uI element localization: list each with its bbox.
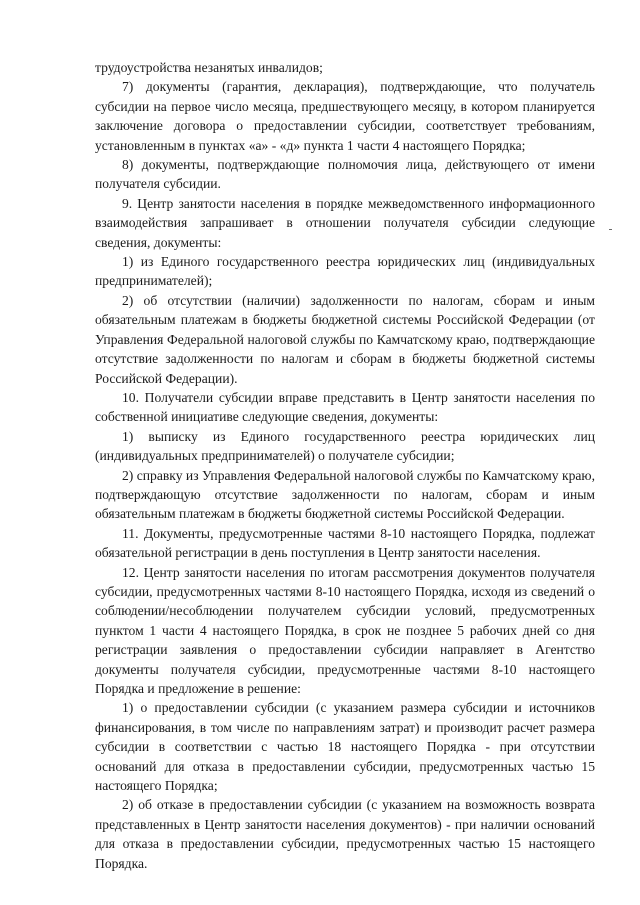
scan-speck [609, 229, 612, 230]
paragraph-7: 10. Получатели субсидии вправе представить в Центр занятости населения по собственной инициативе следующие сведения, документы: [95, 389, 595, 425]
paragraph-6: 2) об отсутствии (наличии) задолженности по налогам, сборам и иным обязательным платежам в бюджеты бюджетной системы Российской Федерации (от Управления Федеральной налоговой службы по Камчатскому краю, подтверждающие отсутствие задолженности по налогам и сборам в бюджеты бюджетной системы Российской Федерации). [95, 292, 595, 386]
paragraph-1: трудоустройства незанятых инвалидов; [95, 60, 323, 75]
paragraph-5: 1) из Единого государственного реестра юридических лиц (индивидуальных предпринимателей); [95, 254, 595, 289]
document-page [95, 58, 595, 873]
paragraph-8: 1) выписку из Единого государственного реестра юридических лиц (индивидуальных предпринимателей) о получателе субсидии; [95, 428, 595, 464]
paragraph-12: 1) о предоставлении субсидии (с указанием размера субсидии и источников финансирования, в том числе по направлениям затрат) и производит расчет размера субсидии в соответствии с частью 18 настоящего Порядка - при отсутствии оснований для отказа в предоставлении субсидии, предусмотренных частью 15 настоящего Порядка; [95, 700, 595, 794]
paragraph-9: 2) справку из Управления Федеральной налоговой службы по Камчатскому краю, подтверждающую отсутствие задолженности по налогам, сборам и иным обязательным платежам в бюджеты бюджетной системы Российской Федерации. [95, 467, 595, 522]
paragraph-4: 9. Центр занятости населения в порядке межведомственного информационного взаимодействия запрашивает в отношении получателя субсидии следующие сведения, документы: [95, 195, 595, 250]
paragraph-13: 2) об отказе в предоставлении субсидии (с указанием на возможность возврата представленных в Центр занятости населения документов) - при наличии оснований для отказа в предоставлении субсидии, предусмотренных частью 15 настоящего Порядка. [95, 797, 595, 871]
paragraph-10: 11. Документы, предусмотренные частями 8-10 настоящего Порядка, подлежат обязательной регистрации в день поступления в Центр занятости населения. [95, 525, 595, 561]
paragraph-3: 8) документы, подтверждающие полномочия лица, действующего от имени получателя субсидии. [95, 157, 595, 192]
paragraph-11: 12. Центр занятости населения по итогам рассмотрения документов получателя субсидии, предусмотренных частями 8-10 настоящего Порядка, исходя из сведений о соблюдении/несоблюдении получателем субсидии условий, предусмотренных пунктом 1 части 4 настоящего Порядка, в срок не позднее 5 рабочих дней со дня регистрации заявления о предоставлении субсидии направляет в Агентство документы получателя субсидии, предусмотренные частями 8-10 настоящего Порядка и предложение в решение: [95, 564, 595, 696]
paragraph-2: 7) документы (гарантия, декларация), подтверждающие, что получатель субсидии на первое число месяца, предшествующего месяцу, в котором планируется заключение договора о предоставлении субсидии, соответствует требованиям, установленным в пунктах «а» - «д» пункта 1 части 4 настоящего Порядка; [95, 79, 595, 153]
